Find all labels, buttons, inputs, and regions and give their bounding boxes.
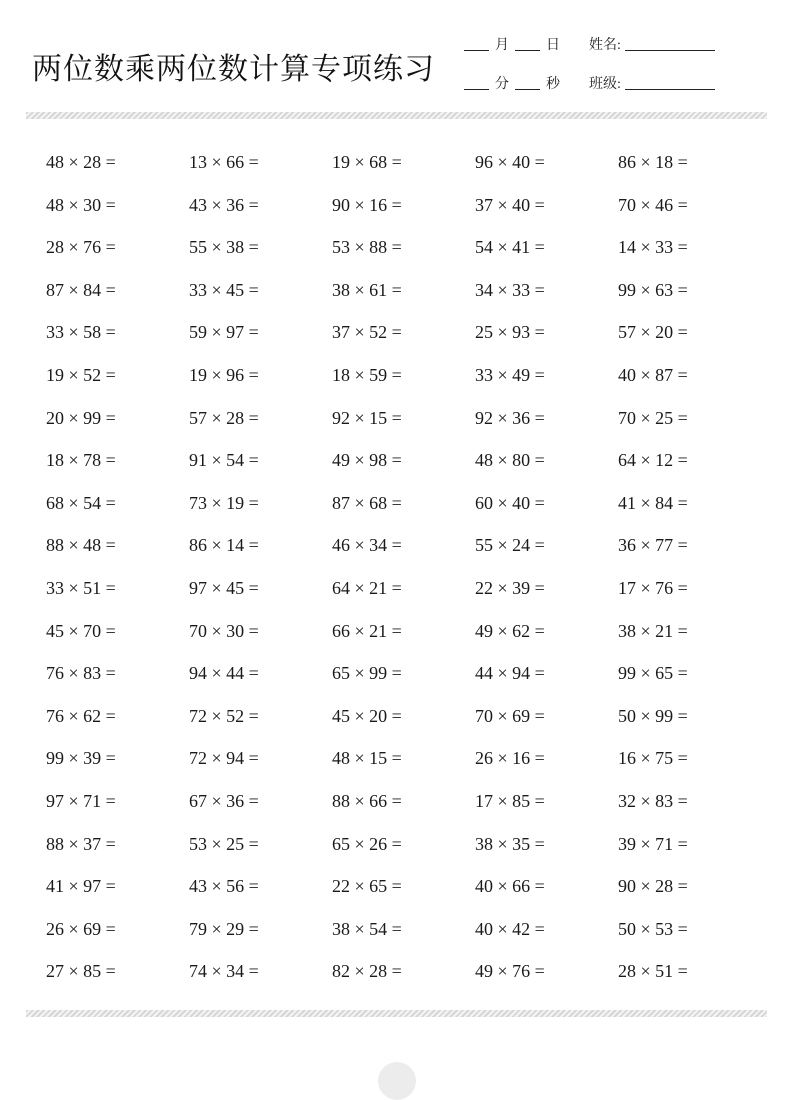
problem-item: 40 × 87 = [618, 365, 688, 385]
problem-item: 38 × 35 = [475, 833, 545, 854]
problem-item: 50 × 53 = [618, 918, 688, 939]
problem-item: 94 × 44 = [189, 663, 259, 684]
problem-item: 19 × 52 = [46, 365, 116, 385]
worksheet-title: 两位数乘两位数计算专项练习 [32, 52, 435, 87]
problem-item: 34 × 33 = [475, 279, 545, 300]
problem-item: 86 × 14 = [189, 535, 259, 556]
problem-item: 88 × 37 = [46, 833, 116, 854]
problem-item: 55 × 38 = [189, 237, 259, 258]
problem-item: 36 × 77 = [618, 535, 688, 556]
problem-item: 49 × 76 = [475, 961, 545, 982]
problem-item: 33 × 45 = [189, 279, 259, 300]
minute-label: 分 [495, 77, 509, 92]
problem-item: 90 × 28 = [618, 876, 688, 897]
bottom-divider [26, 1010, 767, 1017]
problem-item: 22 × 39 = [475, 578, 545, 598]
problem-item: 70 × 69 = [475, 705, 545, 726]
problem-item: 14 × 33 = [618, 237, 688, 258]
problem-item: 97 × 45 = [189, 578, 259, 598]
problem-item: 59 × 97 = [189, 322, 259, 343]
problem-item: 22 × 65 = [332, 876, 402, 897]
problem-item: 99 × 63 = [618, 279, 688, 300]
problem-item: 79 × 29 = [189, 918, 259, 939]
problem-item: 38 × 61 = [332, 279, 402, 300]
problem-item: 43 × 56 = [189, 876, 259, 897]
problem-item: 49 × 98 = [332, 450, 402, 471]
problem-item: 26 × 16 = [475, 748, 545, 769]
problem-item: 19 × 96 = [189, 365, 259, 385]
problem-item: 67 × 36 = [189, 791, 259, 811]
problem-item: 82 × 28 = [332, 961, 402, 982]
problem-item: 65 × 26 = [332, 833, 402, 854]
problem-item: 32 × 83 = [618, 791, 688, 811]
problem-item: 44 × 94 = [475, 663, 545, 684]
problem-item: 27 × 85 = [46, 961, 116, 982]
problem-item: 39 × 71 = [618, 833, 688, 854]
problem-item: 43 × 36 = [189, 194, 259, 215]
problem-item: 25 × 93 = [475, 322, 545, 343]
problem-item: 99 × 65 = [618, 663, 688, 684]
problem-item: 64 × 21 = [332, 578, 402, 598]
problem-item: 46 × 34 = [332, 535, 402, 556]
problem-item: 45 × 70 = [46, 620, 116, 641]
problem-item: 50 × 99 = [618, 705, 688, 726]
problem-item: 18 × 78 = [46, 450, 116, 471]
problem-item: 76 × 62 = [46, 705, 116, 726]
problem-item: 18 × 59 = [332, 365, 402, 385]
problem-item: 86 × 18 = [618, 152, 688, 172]
problem-item: 40 × 42 = [475, 918, 545, 939]
problem-item: 48 × 15 = [332, 748, 402, 769]
problem-item: 92 × 36 = [475, 407, 545, 428]
day-label: 日 [546, 38, 560, 53]
class-label: 班级: [589, 77, 621, 92]
problem-item: 68 × 54 = [46, 492, 116, 513]
problem-item: 76 × 83 = [46, 663, 116, 684]
problem-item: 55 × 24 = [475, 535, 545, 556]
problem-item: 72 × 52 = [189, 705, 259, 726]
problem-item: 37 × 40 = [475, 194, 545, 215]
problem-item: 17 × 85 = [475, 791, 545, 811]
problem-item: 38 × 54 = [332, 918, 402, 939]
problem-item: 53 × 25 = [189, 833, 259, 854]
problem-item: 28 × 76 = [46, 237, 116, 258]
problem-item: 87 × 84 = [46, 279, 116, 300]
problem-item: 16 × 75 = [618, 748, 688, 769]
problem-item: 19 × 68 = [332, 152, 402, 172]
problem-item: 88 × 48 = [46, 535, 116, 556]
problem-item: 38 × 21 = [618, 620, 688, 641]
problem-item: 41 × 84 = [618, 492, 688, 513]
problem-item: 49 × 62 = [475, 620, 545, 641]
problem-item: 48 × 28 = [46, 152, 116, 172]
problem-item: 91 × 54 = [189, 450, 259, 471]
problem-item: 37 × 52 = [332, 322, 402, 343]
problem-item: 64 × 12 = [618, 450, 688, 471]
problem-item: 96 × 40 = [475, 152, 545, 172]
problem-item: 73 × 19 = [189, 492, 259, 513]
name-label: 姓名: [589, 38, 621, 53]
second-label: 秒 [546, 77, 560, 92]
problem-item: 40 × 66 = [475, 876, 545, 897]
problem-item: 26 × 69 = [46, 918, 116, 939]
problem-item: 33 × 51 = [46, 578, 116, 598]
problem-item: 17 × 76 = [618, 578, 688, 598]
problem-item: 54 × 41 = [475, 237, 545, 258]
problem-item: 99 × 39 = [46, 748, 116, 769]
problem-item: 45 × 20 = [332, 705, 402, 726]
problem-item: 70 × 30 = [189, 620, 259, 641]
problem-item: 33 × 58 = [46, 322, 116, 343]
problem-item: 33 × 49 = [475, 365, 545, 385]
problem-item: 20 × 99 = [46, 407, 116, 428]
problem-item: 28 × 51 = [618, 961, 688, 982]
problem-item: 66 × 21 = [332, 620, 402, 641]
problem-item: 60 × 40 = [475, 492, 545, 513]
problem-item: 65 × 99 = [332, 663, 402, 684]
problem-item: 72 × 94 = [189, 748, 259, 769]
problem-item: 13 × 66 = [189, 152, 259, 172]
page-indicator [378, 1062, 416, 1100]
problem-item: 48 × 80 = [475, 450, 545, 471]
problem-item: 70 × 46 = [618, 194, 688, 215]
problem-item: 48 × 30 = [46, 194, 116, 215]
problem-item: 92 × 15 = [332, 407, 402, 428]
problem-item: 41 × 97 = [46, 876, 116, 897]
problem-item: 57 × 20 = [618, 322, 688, 343]
problem-item: 90 × 16 = [332, 194, 402, 215]
month-label: 月 [495, 38, 509, 53]
problem-item: 87 × 68 = [332, 492, 402, 513]
problem-item: 97 × 71 = [46, 791, 116, 811]
problem-item: 57 × 28 = [189, 407, 259, 428]
problem-item: 53 × 88 = [332, 237, 402, 258]
problem-item: 88 × 66 = [332, 791, 402, 811]
problem-item: 70 × 25 = [618, 407, 688, 428]
problem-item: 74 × 34 = [189, 961, 259, 982]
